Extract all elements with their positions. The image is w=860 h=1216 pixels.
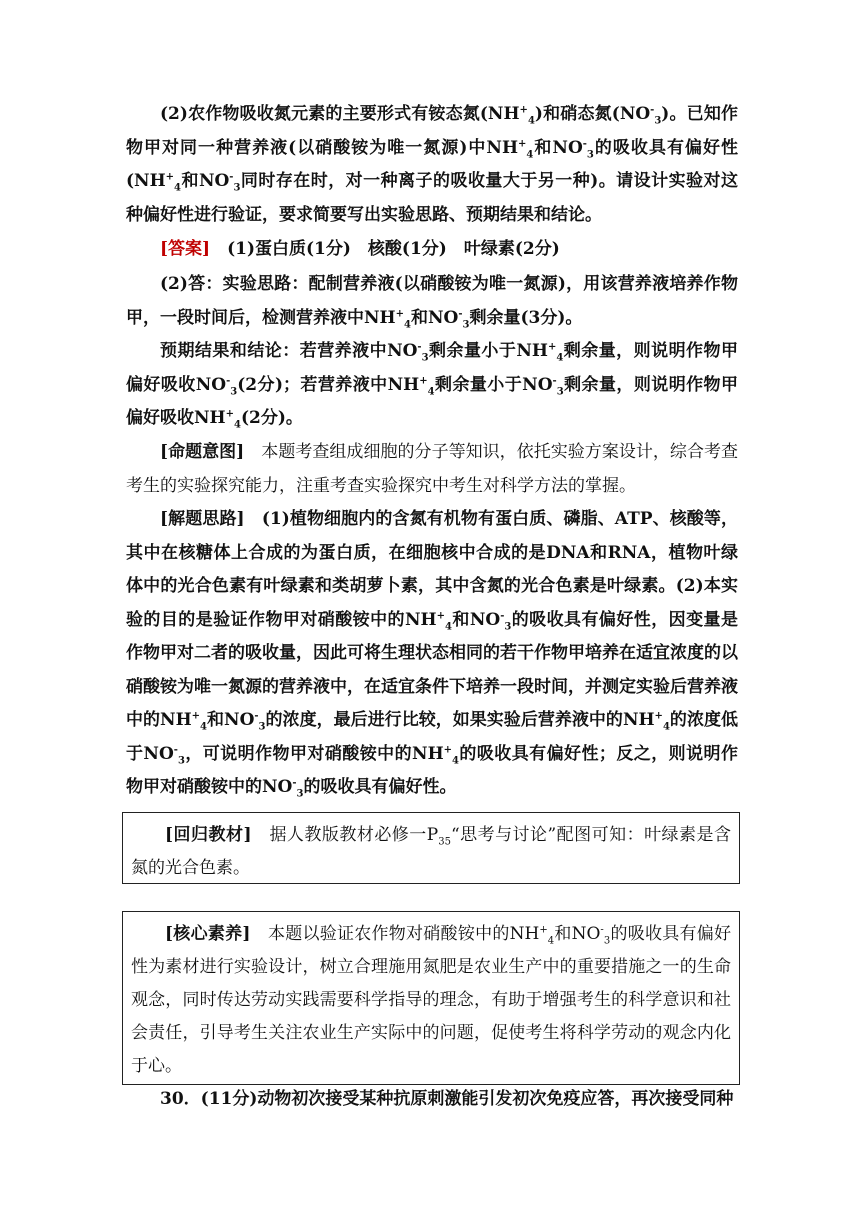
answer-tag: [答案] <box>160 239 211 259</box>
intent-text: [命题意图] 本题考查组成细胞的分子等知识，依托实验方案设计，综合考查考生的实验探究能力，注重考查实验探究中考生对科学方法的掌握。 <box>126 442 739 496</box>
literacy-box <box>122 911 740 1085</box>
literacy-label: [核心素养] <box>165 924 251 944</box>
question-30-text: 30．(11分)动物初次接受某种抗原刺激能引发初次免疫应答，再次接受同种 <box>160 1089 734 1109</box>
analysis-label: [解题思路] <box>160 509 245 529</box>
answer-2-text: (2)答：实验思路：配制营养液(以硝酸铵为唯一氮源)，用该营养液培养作物甲，一段时间后，检测营养液中$NH^+_4$和$NO^-_3$剩余量(3分)。 <box>126 274 738 330</box>
expected-result-text: 预期结果和结论：若营养液中$NO^-_3$剩余量小于$NH^+_4$剩余量，则说明作物甲偏好吸收$NO^-_3(2$分)；若营养液中$NH^+_4$剩余量小于$NO^-_3$剩余量，则说明作物甲偏好吸收$NH^+_4(2$分)。 <box>126 341 738 431</box>
question-2-text: (2)农作物吸收氮元素的主要形式有铵态氮$(NH^+_4)$和硝态氮$(NO^-_3)$。已知作物甲对同一种营养液(以硝酸铵为唯一氮源)中$NH^+_4$和$NO^-_3$的吸收具有偏好性($NH^+_4$和$NO^-_3$同时存在时，对一种离子的吸收量大于另一种)。请设计实验对这种偏好性进行验证，要求简要写出实验思路、预期结果和结论。 <box>126 104 739 225</box>
intent-label: [命题意图] <box>160 442 245 462</box>
literacy-text: [核心素养] 本题以验证农作物对硝酸铵中的$NH^+_4$和$NO^-_3$的吸收具有偏好性为素材进行实验设计，树立合理施用氮肥是农业生产中的重要措施之一的生命观念，同时传达劳动实践需要科学指导的理念，有助于增强考生的科学意识和社会责任，引导考生关注农业生产实际中的问题，促使考生将科学劳动的观念内化于心。 <box>131 924 732 1076</box>
textbook-box <box>122 812 740 884</box>
answer-line: [答案] (1)蛋白质(1分) 核酸(1分) 叶绿素(2分) <box>160 239 560 259</box>
textbook-text: [回归教材] 据人教版教材必修一$P_{35}“$思考与讨论”配图可知：叶绿素是含氮的光合色素。 <box>131 825 731 878</box>
textbook-label: [回归教材] <box>165 825 252 845</box>
analysis-text: [解题思路] (1)植物细胞内的含氮有机物有蛋白质、磷脂、ATP、核酸等，其中在核糖体上合成的为蛋白质，在细胞核中合成的是DNA和RNA，植物叶绿体中的光合色素有叶绿素和类胡萝卜素，其中含氮的光合色素是叶绿素。(2)本实验的目的是验证作物甲对硝酸铵中的$NH^+_4$和$NO^-_3$的吸收具有偏好性，因变量是作物甲对二者的吸收量，因此可将生理状态相同的若干作物甲培养在适宜浓度的以硝酸铵为唯一氮源的营养液中，在适宜条件下培养一段时间，并测定实验后营养液中的$NH^+_4$和$NO^-_3$的浓度，最后进行比较，如果实验后营养液中的$NH^+_4$的浓度低于$NO^-_3$，可说明作物甲对硝酸铵中的$NH^+_4$的吸收具有偏好性；反之，则说明作物甲对硝酸铵中的$NO^-_3$的吸收具有偏好性。 <box>126 509 739 800</box>
